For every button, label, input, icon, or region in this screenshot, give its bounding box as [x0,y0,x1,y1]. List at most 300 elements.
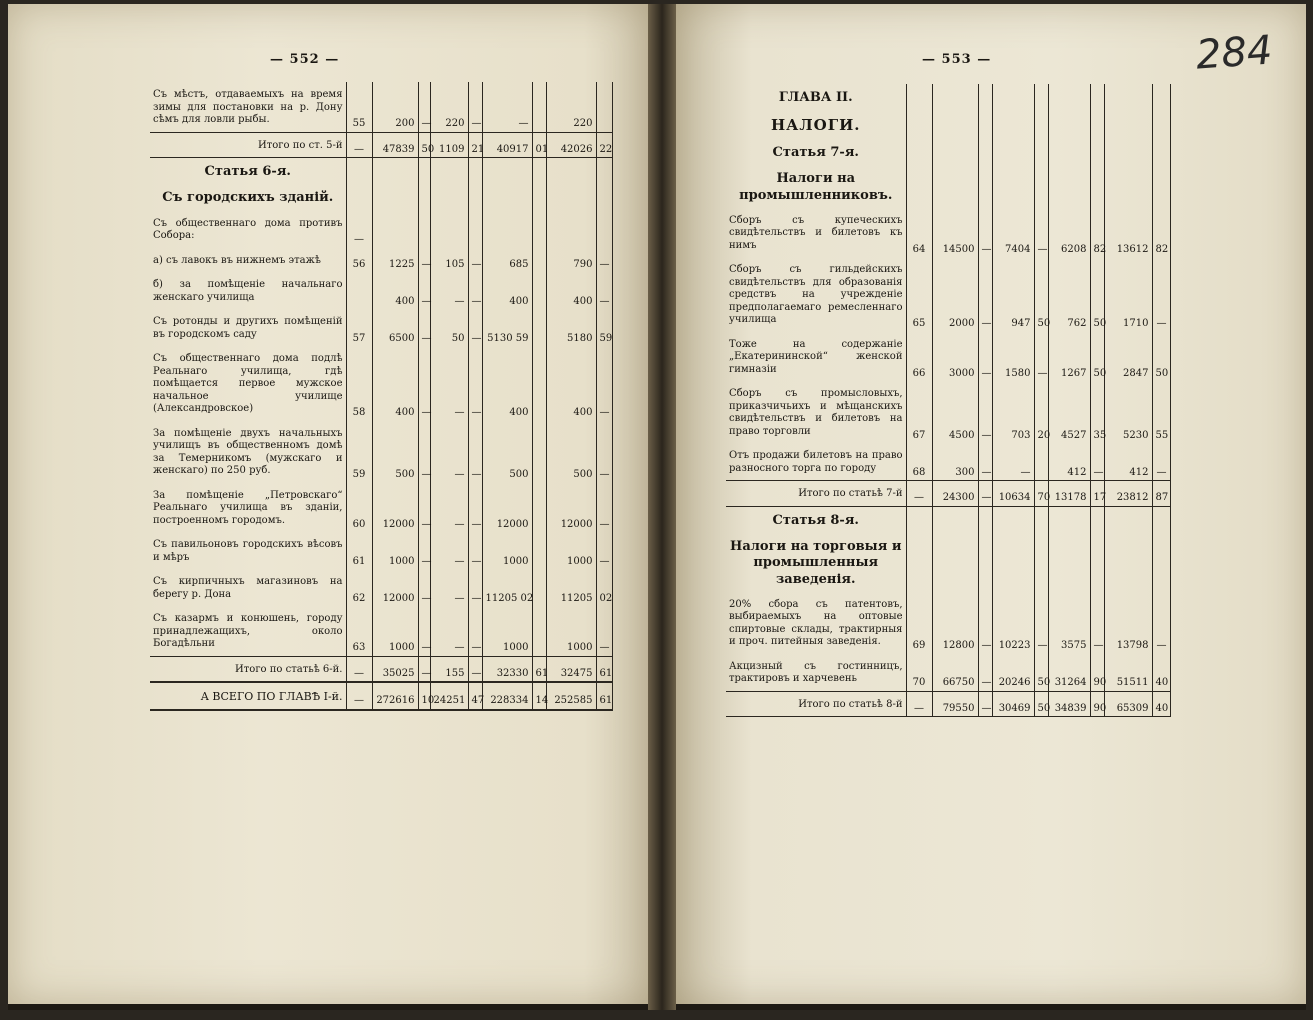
estimate-kopeks: — [418,309,430,346]
current-kopeks [532,532,546,569]
section-heading: Статья 6-я. [150,158,346,185]
arrears-rubles: 1109 [430,132,468,158]
empty-cell [482,184,532,210]
estimate-rubles: 79550 [932,691,978,717]
current-kopeks: 17 [1090,481,1104,507]
estimate-kopeks: — [978,592,992,654]
empty-cell [1034,110,1048,139]
current-rubles: 762 [1048,257,1090,332]
row-description: б) за помѣщеніе начальнаго женскаго училища [150,272,346,309]
handwritten-folio-number: 284 [1194,27,1274,79]
ledger-row [150,532,612,569]
article-number: 69 [906,592,932,654]
total-rubles: 5230 [1104,381,1152,443]
empty-cell [482,158,532,185]
arrears-kopeks: — [1034,208,1048,258]
arrears-kopeks: — [468,483,482,533]
current-kopeks [532,211,546,248]
section-heading-row [726,84,1170,110]
estimate-kopeks: — [418,82,430,132]
estimate-kopeks: — [978,691,992,717]
estimate-kopeks: — [418,569,430,606]
ledger-row [150,211,612,248]
estimate-kopeks: — [978,654,992,692]
page-552 [8,4,648,1004]
row-description: Съ общественнаго дома подлѣ Реальнаго училища, гдѣ помѣщается первое мужское начальное училище (Александровское) [150,346,346,421]
total-kopeks [596,82,612,132]
estimate-rubles: 2000 [932,257,978,332]
empty-cell [596,158,612,185]
current-rubles: 400 [482,272,532,309]
total-kopeks: — [1152,443,1170,481]
estimate-rubles: 4500 [932,381,978,443]
empty-cell [546,184,596,210]
article-number: 61 [346,532,372,569]
current-kopeks: 35 [1090,381,1104,443]
current-kopeks: 82 [1090,208,1104,258]
row-description: Отъ продажи билетовъ на право разносного торга по городу [726,443,906,481]
arrears-kopeks: 50 [1034,691,1048,717]
total-kopeks: 61 [596,682,612,710]
arrears-rubles: 10634 [992,481,1034,507]
estimate-rubles: 1000 [372,532,418,569]
arrears-rubles: — [430,483,468,533]
empty-cell [468,184,482,210]
section-heading-row [150,184,612,210]
total-row [726,691,1170,717]
row-description: Съ кирпичныхъ магазиновъ на берегу р. Дона [150,569,346,606]
current-kopeks: 61 [532,656,546,682]
arrears-rubles: — [430,606,468,656]
empty-cell [430,184,468,210]
current-kopeks: — [1090,592,1104,654]
article-number [346,272,372,309]
total-rubles: 220 [546,82,596,132]
empty-cell [992,84,1034,110]
estimate-kopeks: — [978,481,992,507]
total-kopeks: 40 [1152,654,1170,692]
ledger-row [150,421,612,483]
total-rubles: 65309 [1104,691,1152,717]
row-description: Сборъ съ промысловыхъ, приказчичьихъ и мѣщанскихъ свидѣтельствъ и билетовъ на право торговли [726,381,906,443]
estimate-kopeks [418,211,430,248]
article-number: — [346,211,372,248]
estimate-rubles: 35025 [372,656,418,682]
arrears-kopeks: — [468,82,482,132]
empty-cell [906,506,932,533]
current-kopeks: — [1090,443,1104,481]
empty-cell [346,184,372,210]
article-number: 67 [906,381,932,443]
empty-cell [906,139,932,165]
arrears-rubles [430,211,468,248]
arrears-kopeks: — [468,606,482,656]
current-kopeks [532,483,546,533]
current-kopeks [532,569,546,606]
current-kopeks: 14 [532,682,546,710]
row-description: За помѣщеніе „Петровскаго“ Реальнаго училища въ зданіи, построенномъ городомъ. [150,483,346,533]
estimate-kopeks: — [978,381,992,443]
current-rubles: — [482,82,532,132]
empty-cell [1048,506,1090,533]
empty-cell [1152,139,1170,165]
empty-cell [978,533,992,592]
article-number: 68 [906,443,932,481]
empty-cell [978,139,992,165]
total-kopeks [596,211,612,248]
total-kopeks: 82 [1152,208,1170,258]
ledger-row [726,592,1170,654]
empty-cell [596,184,612,210]
total-kopeks: 59 [596,309,612,346]
empty-cell [1090,110,1104,139]
empty-cell [1090,165,1104,208]
ledger-row [150,569,612,606]
total-rubles: 5180 [546,309,596,346]
arrears-kopeks: 20 [1034,381,1048,443]
empty-cell [906,165,932,208]
empty-cell [906,110,932,139]
empty-cell [1034,506,1048,533]
arrears-rubles: 24251 [430,682,468,710]
current-rubles: 685 [482,248,532,273]
row-description: За помѣщеніе двухъ начальныхъ училищъ въ общественномъ домѣ за Темерникомъ (мужскаго и женскаго) по 250 руб. [150,421,346,483]
empty-cell [1048,84,1090,110]
arrears-rubles: — [430,532,468,569]
estimate-kopeks: — [978,443,992,481]
current-kopeks [532,346,546,421]
empty-cell [1152,533,1170,592]
row-description: Сборъ съ купеческихъ свидѣтельствъ и билетовъ къ нимъ [726,208,906,258]
ledger-row [150,483,612,533]
empty-cell [1104,506,1152,533]
ledger-row [726,443,1170,481]
section-heading: Съ городскихъ зданій. [150,184,346,210]
arrears-rubles: — [430,421,468,483]
article-number: — [346,656,372,682]
total-rubles [546,211,596,248]
empty-cell [906,533,932,592]
ledger-row [150,82,612,132]
empty-cell [372,158,418,185]
empty-cell [978,84,992,110]
empty-cell [932,165,978,208]
total-rubles: 412 [1104,443,1152,481]
empty-cell [1034,84,1048,110]
total-rubles: 51511 [1104,654,1152,692]
estimate-rubles: 66750 [932,654,978,692]
arrears-rubles: 7404 [992,208,1034,258]
row-description: 20% сбора съ патентовъ, выбираемыхъ на оптовые спиртовые склады, трактирныя и проч. питейныя заведенія. [726,592,906,654]
row-description: а) съ лавокъ въ нижнемъ этажѣ [150,248,346,273]
row-description: Съ павильоновъ городскихъ вѣсовъ и мѣръ [150,532,346,569]
empty-cell [1104,533,1152,592]
estimate-kopeks: — [978,208,992,258]
estimate-rubles: 12000 [372,569,418,606]
article-number: — [346,682,372,710]
total-kopeks: — [1152,257,1170,332]
current-rubles: 400 [482,346,532,421]
page-number-left: — 552 — [270,52,340,67]
row-description: Итого по ст. 5-й [150,132,346,158]
total-kopeks: 50 [1152,332,1170,382]
arrears-kopeks: — [468,248,482,273]
arrears-kopeks [468,211,482,248]
current-kopeks: 90 [1090,654,1104,692]
total-kopeks: — [1152,592,1170,654]
empty-cell [932,533,978,592]
page-553 [676,4,1306,1004]
article-number: 56 [346,248,372,273]
total-row [726,481,1170,507]
total-kopeks: — [596,606,612,656]
arrears-rubles: 50 [430,309,468,346]
section-heading-row [726,533,1170,592]
ledger-row [150,309,612,346]
empty-cell [1104,139,1152,165]
row-description: Тоже на содержаніе „Екатерининской“ женской гимназіи [726,332,906,382]
total-rubles: 11205 [546,569,596,606]
arrears-rubles: — [430,569,468,606]
total-kopeks: 55 [1152,381,1170,443]
empty-cell [532,184,546,210]
empty-cell [1048,165,1090,208]
total-kopeks: — [596,346,612,421]
arrears-kopeks: 50 [1034,654,1048,692]
estimate-rubles: 272616 [372,682,418,710]
article-number: 60 [346,483,372,533]
arrears-rubles: 1580 [992,332,1034,382]
total-rubles: 32475 [546,656,596,682]
empty-cell [430,158,468,185]
total-rubles: 2847 [1104,332,1152,382]
current-kopeks [532,421,546,483]
empty-cell [978,110,992,139]
empty-cell [1104,110,1152,139]
empty-cell [1152,506,1170,533]
article-number: 55 [346,82,372,132]
arrears-rubles: 105 [430,248,468,273]
empty-cell [932,110,978,139]
empty-cell [992,533,1034,592]
row-description: Акцизный съ гостинницъ, трактировъ и харчевень [726,654,906,692]
current-rubles: 4527 [1048,381,1090,443]
total-rubles: 1000 [546,532,596,569]
ledger-row [150,248,612,273]
empty-cell [346,158,372,185]
section-heading-row [726,506,1170,533]
empty-cell [1048,139,1090,165]
row-description: Итого по статьѣ 8-й [726,691,906,717]
empty-cell [1034,139,1048,165]
arrears-kopeks: — [468,272,482,309]
article-number: — [906,691,932,717]
estimate-rubles: 1225 [372,248,418,273]
total-row [150,656,612,682]
empty-cell [932,139,978,165]
current-rubles: 5130 59 [482,309,532,346]
estimate-kopeks: — [418,656,430,682]
section-heading: Налоги на промышленниковъ. [726,165,906,208]
arrears-rubles: — [430,272,468,309]
empty-cell [468,158,482,185]
current-rubles: 228334 [482,682,532,710]
row-description: Съ ротонды и другихъ помѣщеній въ городскомъ саду [150,309,346,346]
article-number: 70 [906,654,932,692]
total-rubles: 400 [546,272,596,309]
current-rubles: 34839 [1048,691,1090,717]
ledger-row [726,381,1170,443]
open-book [8,4,1306,1010]
estimate-rubles: 12000 [372,483,418,533]
ledger-row [726,257,1170,332]
current-rubles: 1000 [482,532,532,569]
total-rubles: 13798 [1104,592,1152,654]
empty-cell [1090,506,1104,533]
ledger-row [150,272,612,309]
arrears-kopeks: 21 [468,132,482,158]
arrears-kopeks: 70 [1034,481,1048,507]
empty-cell [992,506,1034,533]
ledger-row [726,332,1170,382]
empty-cell [992,139,1034,165]
current-rubles: 12000 [482,483,532,533]
current-rubles: 500 [482,421,532,483]
total-rubles: 252585 [546,682,596,710]
estimate-kopeks: — [418,606,430,656]
current-kopeks: 50 [1090,332,1104,382]
current-rubles: 13178 [1048,481,1090,507]
article-number: 63 [346,606,372,656]
estimate-kopeks: — [418,272,430,309]
current-kopeks: 01 [532,132,546,158]
article-number: 64 [906,208,932,258]
current-kopeks [532,606,546,656]
ledger-row [726,654,1170,692]
total-kopeks: 40 [1152,691,1170,717]
arrears-rubles: 155 [430,656,468,682]
arrears-kopeks: — [1034,592,1048,654]
article-number: — [346,132,372,158]
estimate-kopeks: — [418,421,430,483]
current-rubles: 1000 [482,606,532,656]
total-rubles: 12000 [546,483,596,533]
current-kopeks: 50 [1090,257,1104,332]
section-heading: Статья 7-я. [726,139,906,165]
arrears-kopeks: — [1034,332,1048,382]
estimate-kopeks: — [418,532,430,569]
estimate-rubles [372,211,418,248]
empty-cell [906,84,932,110]
arrears-rubles: 20246 [992,654,1034,692]
ledger-table-left [150,82,613,711]
estimate-kopeks: — [978,332,992,382]
current-rubles: 3575 [1048,592,1090,654]
total-row [150,132,612,158]
total-kopeks: 02 [596,569,612,606]
empty-cell [978,165,992,208]
estimate-kopeks: 10 [418,682,430,710]
empty-cell [992,165,1034,208]
book-gutter [648,4,676,1010]
arrears-kopeks: — [468,309,482,346]
current-rubles: 11205 02 [482,569,532,606]
estimate-rubles: 400 [372,272,418,309]
current-rubles: 32330 [482,656,532,682]
empty-cell [1152,84,1170,110]
estimate-rubles: 500 [372,421,418,483]
total-kopeks: — [596,272,612,309]
estimate-kopeks: — [978,257,992,332]
estimate-kopeks: — [418,346,430,421]
empty-cell [1048,533,1090,592]
current-rubles: 1267 [1048,332,1090,382]
row-description: Сборъ съ гильдейскихъ свидѣтельствъ для образованія средствъ на учрежденіе предполагаемаго ремесленнаго училища [726,257,906,332]
estimate-kopeks: 50 [418,132,430,158]
estimate-rubles: 14500 [932,208,978,258]
arrears-kopeks: 47 [468,682,482,710]
row-description: Итого по статьѣ 7-й [726,481,906,507]
arrears-rubles: 703 [992,381,1034,443]
current-rubles: 31264 [1048,654,1090,692]
arrears-kopeks: 50 [1034,257,1048,332]
empty-cell [546,158,596,185]
empty-cell [932,506,978,533]
article-number: 66 [906,332,932,382]
empty-cell [1090,84,1104,110]
estimate-rubles: 400 [372,346,418,421]
ledger-row [726,208,1170,258]
arrears-rubles: 30469 [992,691,1034,717]
empty-cell [1090,139,1104,165]
arrears-kopeks: — [468,569,482,606]
current-kopeks [532,248,546,273]
empty-cell [1104,165,1152,208]
total-rubles: 790 [546,248,596,273]
row-description: Съ общественнаго дома противъ Собора: [150,211,346,248]
arrears-kopeks: — [468,656,482,682]
current-kopeks: 90 [1090,691,1104,717]
current-rubles [482,211,532,248]
arrears-rubles: — [430,346,468,421]
estimate-kopeks: — [418,248,430,273]
total-rubles: 23812 [1104,481,1152,507]
section-heading: ГЛАВА II. [726,84,906,110]
empty-cell [1152,165,1170,208]
section-heading-row [726,139,1170,165]
total-rubles: 400 [546,346,596,421]
arrears-rubles: 220 [430,82,468,132]
ledger-table-right [726,84,1171,717]
empty-cell [1034,165,1048,208]
empty-cell [1034,533,1048,592]
arrears-rubles: — [992,443,1034,481]
section-heading: Налоги на торговыя и промышленныя заведенія. [726,533,906,592]
total-rubles: 1000 [546,606,596,656]
article-number: 58 [346,346,372,421]
article-number: 57 [346,309,372,346]
empty-cell [1104,84,1152,110]
arrears-kopeks: — [468,532,482,569]
empty-cell [978,506,992,533]
arrears-kopeks: — [468,421,482,483]
empty-cell [1090,533,1104,592]
empty-cell [418,184,430,210]
estimate-rubles: 300 [932,443,978,481]
grand-total-row [150,682,612,710]
section-heading-row [726,110,1170,139]
arrears-kopeks [1034,443,1048,481]
